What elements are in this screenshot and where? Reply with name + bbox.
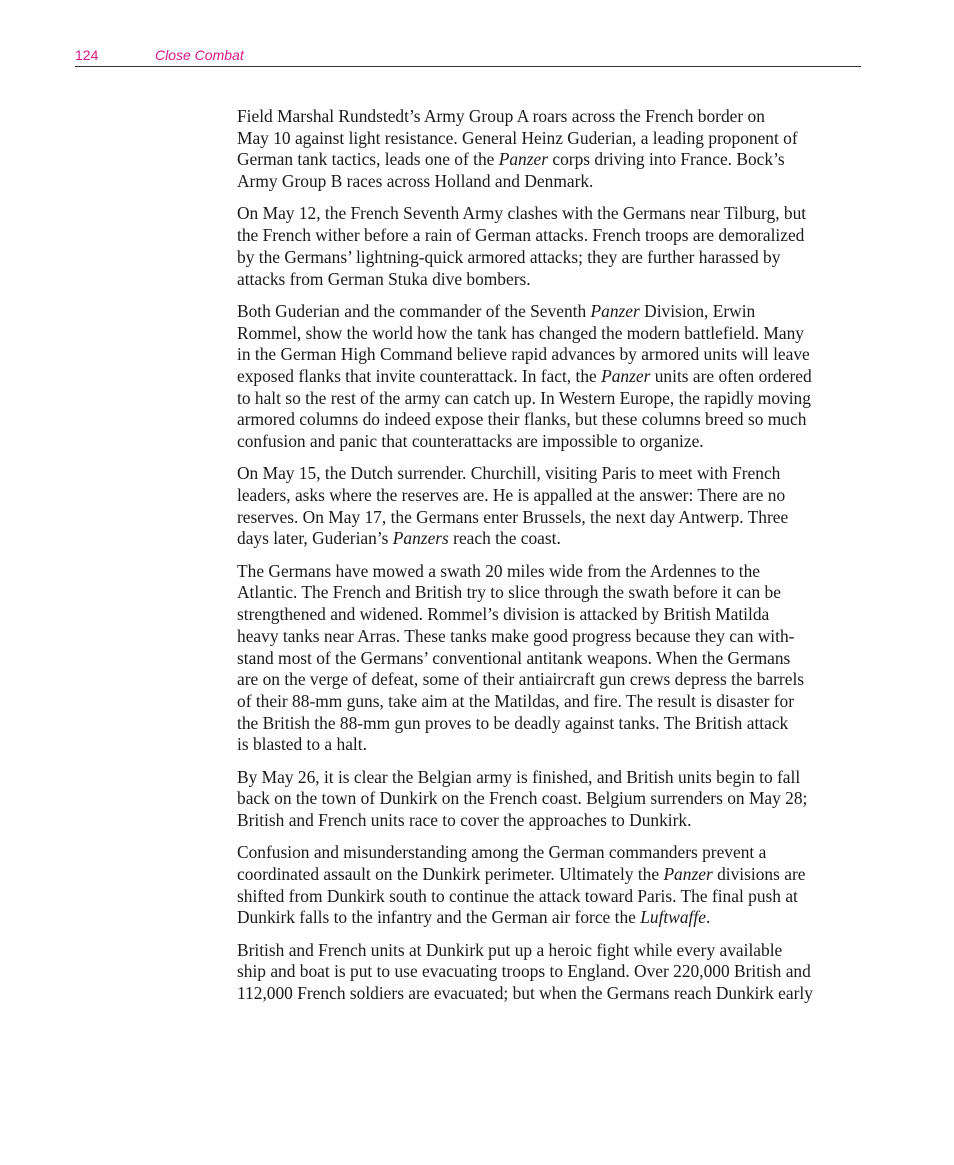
text-line <box>237 225 862 247</box>
text-run: leaders, asks where the reserves are. He is appalled at the answer: There are no <box>237 485 786 506</box>
text-run: shifted from Dunkirk south to continue the attack toward Paris. The final push at <box>237 885 798 906</box>
text-run: German tank tactics, leads one of the <box>237 149 499 170</box>
text-line <box>237 323 862 345</box>
text-run: Dunkirk falls to the infantry and the German air force the <box>237 907 641 928</box>
text-run: in the German High Command believe rapid advances by armored units will leave <box>237 344 810 365</box>
text-line <box>237 247 862 269</box>
text-line <box>237 604 862 626</box>
text-run: By May 26, it is clear the Belgian army is finished, and British units begin to fall <box>237 766 801 787</box>
text-line <box>237 149 862 171</box>
text-run: Confusion and misunderstanding among the German commanders prevent a <box>237 842 767 863</box>
paragraph <box>237 203 862 290</box>
paragraph <box>237 767 862 832</box>
text-run: Division, Erwin <box>639 300 756 321</box>
text-line <box>237 528 862 550</box>
page-number: 124 <box>75 47 99 63</box>
text-run: of their 88-mm guns, take aim at the Matildas, and fire. The result is disaster for <box>237 690 795 711</box>
text-run: confusion and panic that counterattacks are impossible to organize. <box>237 431 704 452</box>
text-run: British and French units at Dunkirk put up a heroic fight while every available <box>237 939 783 960</box>
text-line <box>237 269 862 291</box>
text-run: On May 15, the Dutch surrender. Churchill, visiting Paris to meet with French <box>237 463 781 484</box>
text-line <box>237 171 862 193</box>
paragraph <box>237 842 862 929</box>
text-line <box>237 961 862 983</box>
text-line <box>237 409 862 431</box>
text-run: coordinated assault on the Dunkirk perimeter. Ultimately the <box>237 864 664 885</box>
text-line <box>237 886 862 908</box>
text-line <box>237 940 862 962</box>
text-run: ship and boat is put to use evacuating troops to England. Over 220,000 British and <box>237 961 811 982</box>
text-line <box>237 842 862 864</box>
paragraph <box>237 301 862 453</box>
text-line <box>237 691 862 713</box>
running-title: Close Combat <box>155 47 244 63</box>
text-run: 112,000 French soldiers are evacuated; but when the Germans reach Dunkirk early <box>237 983 813 1004</box>
text-line <box>237 507 862 529</box>
text-run: stand most of the Germans’ conventional antitank weapons. When the Germans <box>237 647 791 668</box>
text-line <box>237 203 862 225</box>
text-line <box>237 907 862 929</box>
text-run: Field Marshal Rundstedt’s Army Group A roars across the French border on <box>237 106 765 126</box>
text-line <box>237 669 862 691</box>
text-run: days later, Guderian’s <box>237 528 393 549</box>
text-line <box>237 344 862 366</box>
text-run: The Germans have mowed a swath 20 miles wide from the Ardennes to the <box>237 560 761 581</box>
text-run: Army Group B races across Holland and Denmark. <box>237 171 594 192</box>
text-run: are on the verge of defeat, some of their antiaircraft gun crews depress the barrels <box>237 669 805 690</box>
text-run: by the Germans’ lightning-quick armored attacks; they are further harassed by <box>237 246 781 267</box>
text-run: exposed flanks that invite counterattack. In fact, the <box>237 365 602 386</box>
text-run: corps driving into France. Bock’s <box>548 149 785 170</box>
text-run: Rommel, show the world how the tank has changed the modern battlefield. Many <box>237 322 804 343</box>
text-line <box>237 767 862 789</box>
text-line <box>237 128 862 150</box>
text-run: the French wither before a rain of German attacks. French troops are demoralized <box>237 225 805 246</box>
italic-term: Panzer <box>601 365 651 386</box>
text-run: to halt so the rest of the army can catch up. In Western Europe, the rapidly moving <box>237 387 811 408</box>
italic-term: Luftwaffe <box>640 907 706 928</box>
text-run: May 10 against light resistance. General Heinz Guderian, a leading proponent of <box>237 127 798 148</box>
text-run: back on the town of Dunkirk on the French coast. Belgium surrenders on May 28; <box>237 788 808 809</box>
text-line <box>237 983 862 1005</box>
text-run: Atlantic. The French and British try to slice through the swath before it can be <box>237 582 781 603</box>
text-run: . <box>705 907 711 928</box>
text-run: the British the 88-mm gun proves to be deadly against tanks. The British attack <box>237 712 789 733</box>
text-run: armored columns do indeed expose their flanks, but these columns breed so much <box>237 409 807 430</box>
text-line <box>237 864 862 886</box>
text-run: British and French units race to cover the approaches to Dunkirk. <box>237 810 692 831</box>
text-line <box>237 582 862 604</box>
text-line <box>237 485 862 507</box>
italic-term: Panzer <box>498 149 549 170</box>
text-line <box>237 561 862 583</box>
paragraph <box>237 463 862 550</box>
text-line <box>237 788 862 810</box>
text-run: divisions are <box>712 864 806 885</box>
text-run: On May 12, the French Seventh Army clashes with the Germans near Tilburg, but <box>237 203 807 224</box>
paragraph <box>237 561 862 756</box>
body-text <box>237 106 862 1015</box>
italic-term: Panzer <box>590 300 640 321</box>
text-line <box>237 713 862 735</box>
text-line <box>237 366 862 388</box>
text-line <box>237 648 862 670</box>
paragraph <box>237 940 862 1005</box>
text-line <box>237 463 862 485</box>
text-line <box>237 734 862 756</box>
italic-term: Panzers <box>392 528 449 549</box>
paragraph <box>237 106 862 193</box>
text-line <box>237 106 862 128</box>
text-line <box>237 301 862 323</box>
text-run: Both Guderian and the commander of the Seventh <box>237 300 591 321</box>
text-run: units are often ordered <box>650 365 812 386</box>
text-run: strengthened and widened. Rommel’s division is attacked by British Matilda <box>237 604 770 625</box>
text-run: attacks from German Stuka dive bombers. <box>237 268 531 289</box>
text-run: heavy tanks near Arras. These tanks make good progress because they can with- <box>237 625 795 646</box>
text-run: is blasted to a halt. <box>237 734 367 755</box>
text-run: reserves. On May 17, the Germans enter Brussels, the next day Antwerp. Three <box>237 506 789 527</box>
italic-term: Panzer <box>663 864 713 885</box>
text-line <box>237 431 862 453</box>
text-line <box>237 388 862 410</box>
text-line <box>237 810 862 832</box>
text-run: reach the coast. <box>448 528 561 549</box>
page-header <box>75 46 861 67</box>
text-line <box>237 626 862 648</box>
